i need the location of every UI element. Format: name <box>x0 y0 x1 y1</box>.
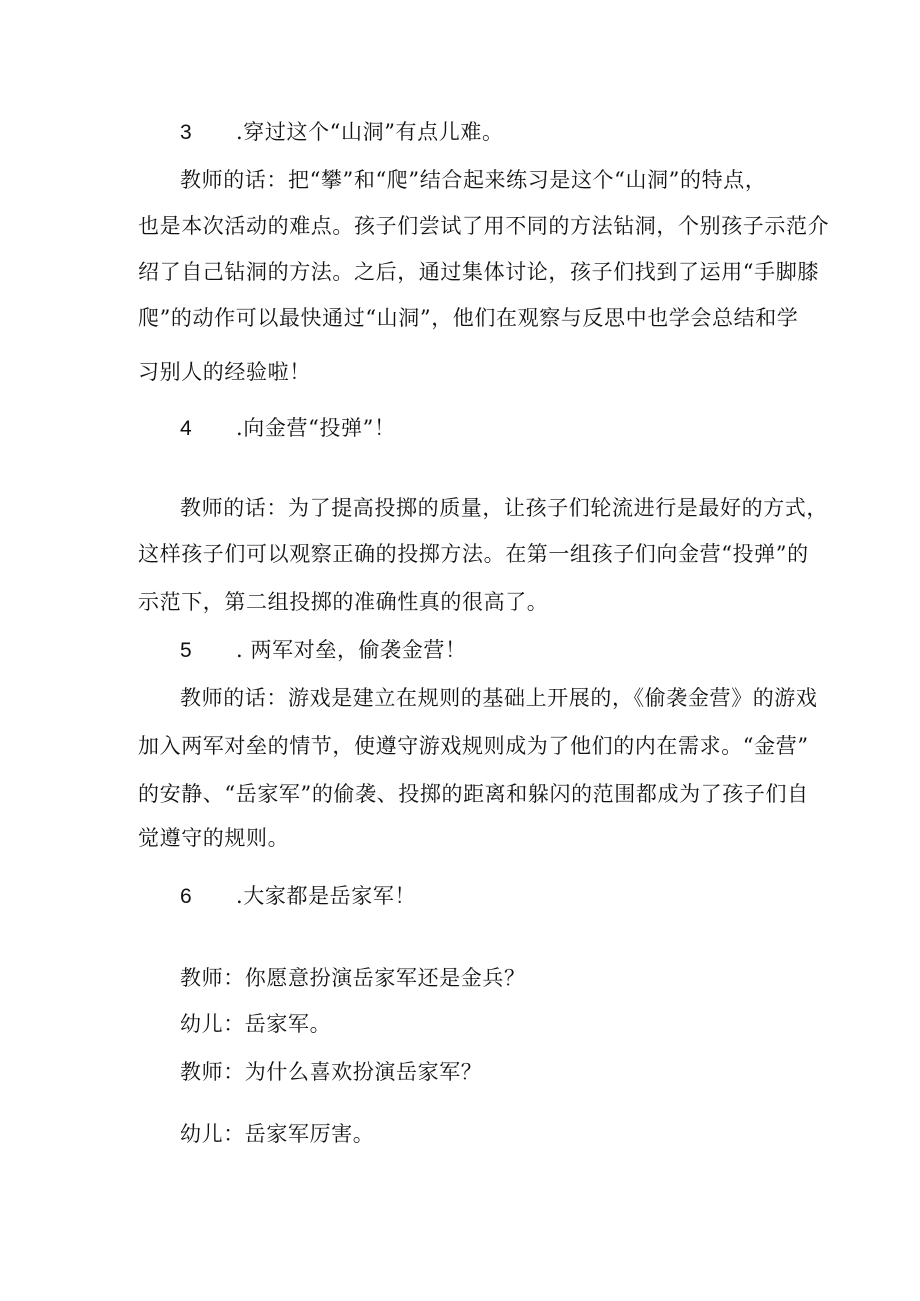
paragraph-line: 习别人的经验啦！ <box>138 360 311 384</box>
dialogue-line: 教师：你愿意扮演岳家军还是金兵？ <box>180 966 526 990</box>
section-title: .穿过这个“山洞”有点儿难。 <box>236 120 504 144</box>
paragraph-line: 教师的话：为了提高投掷的质量，让孩子们轮流进行是最好的方式， <box>180 496 828 520</box>
section-number: 3 <box>180 121 193 144</box>
section-number: 4 <box>180 417 193 440</box>
paragraph-line: 也是本次活动的难点。孩子们尝试了用不同的方法钻洞，个别孩子示范介 <box>138 214 830 238</box>
dialogue-line: 幼儿：岳家军。 <box>180 1012 332 1036</box>
paragraph-line: 示范下，第二组投掷的准确性真的很高了。 <box>138 590 549 614</box>
paragraph-line: 教师的话：把“攀”和“爬”结合起来练习是这个“山洞”的特点， <box>180 168 767 192</box>
dialogue-line: 教师：为什么喜欢扮演岳家军？ <box>180 1060 483 1084</box>
section-4-heading <box>180 412 840 445</box>
section-title: . 两军对垒，偷袭金营！ <box>236 638 467 662</box>
section-title: .大家都是岳家军！ <box>236 884 417 908</box>
paragraph-line: 教师的话：游戏是建立在规则的基础上开展的，《偷袭金营》的游戏 <box>180 686 818 710</box>
section-3-heading <box>180 116 840 149</box>
dialogue-line: 幼儿：岳家军厉害。 <box>180 1122 375 1146</box>
paragraph-line: 这样孩子们可以观察正确的投掷方法。在第一组孩子们向金营“投弹”的 <box>138 542 809 566</box>
paragraph-line: 觉遵守的规则。 <box>138 826 290 850</box>
section-title: .向金营“投弹”！ <box>236 416 396 440</box>
paragraph-line: 爬”的动作可以最快通过“山洞”，他们在观察与反思中也学会总结和学 <box>138 306 799 330</box>
section-number: 5 <box>180 639 193 662</box>
paragraph-line: 绍了自己钻洞的方法。之后，通过集体讨论，孩子们找到了运用“手脚膝 <box>138 260 819 284</box>
paragraph-line: 的安静、“岳家军”的偷袭、投掷的距离和躲闪的范围都成为了孩子们自 <box>138 782 809 806</box>
section-6-heading <box>180 880 840 913</box>
paragraph-line: 加入两军对垒的情节，使遵守游戏规则成为了他们的内在需求。“金营” <box>138 734 809 758</box>
section-number: 6 <box>180 885 193 908</box>
section-5-heading <box>180 634 840 667</box>
